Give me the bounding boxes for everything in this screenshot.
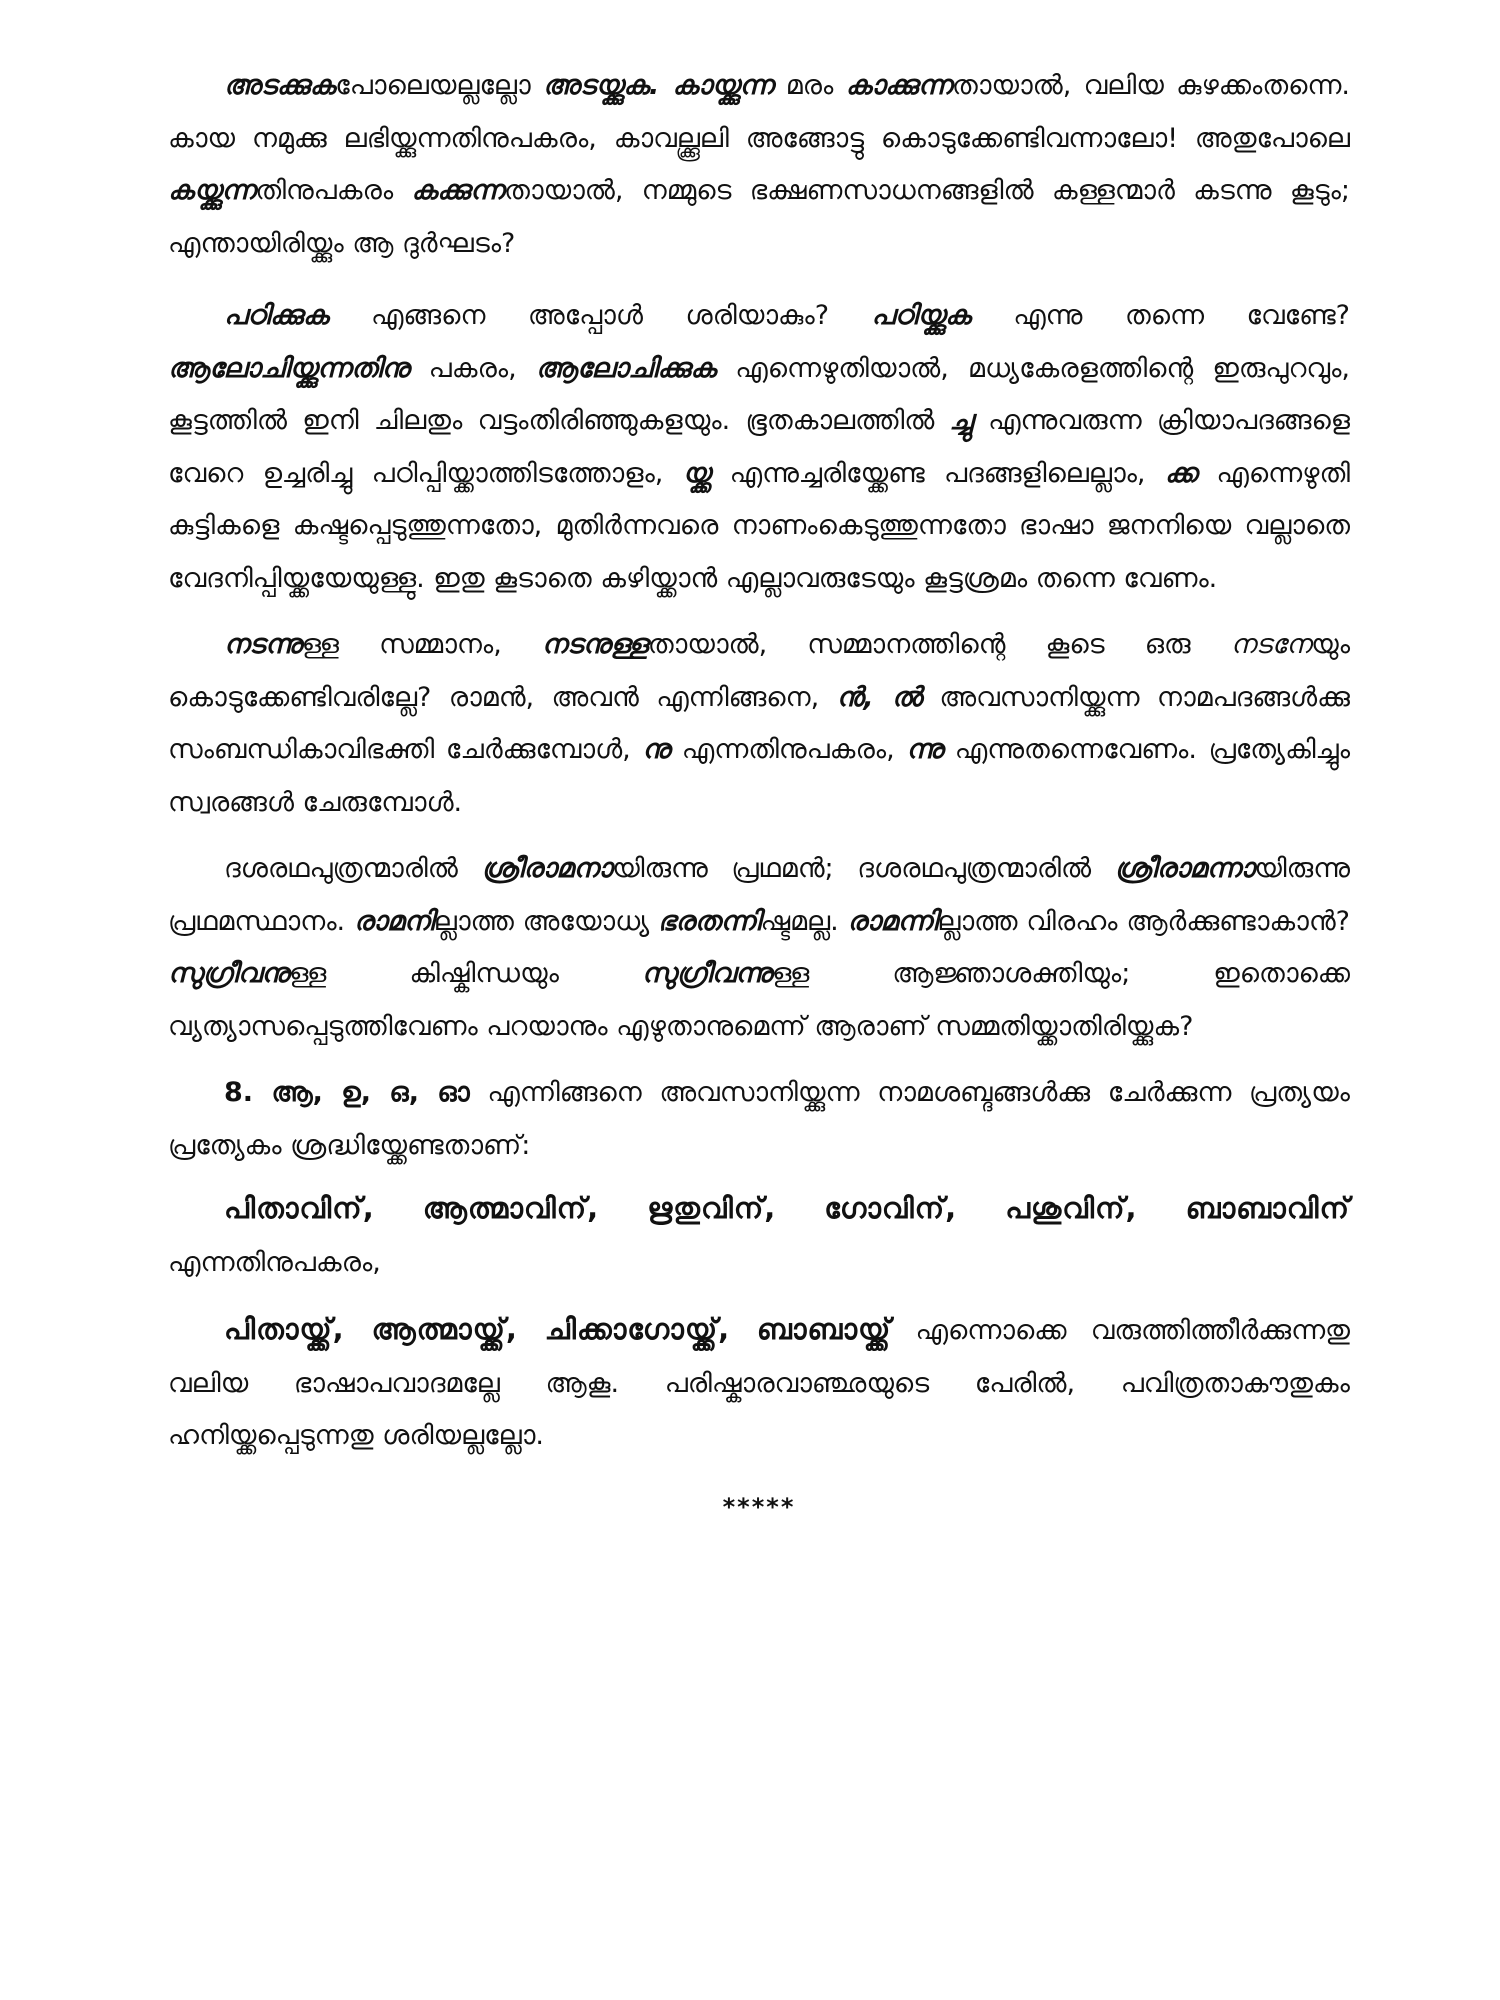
paragraph-text: എന്നുച്ചരിയ്ക്കേണ്ട പദങ്ങളിലെല്ലാം, <box>710 457 1165 489</box>
paragraph-text: ഷ്ടമല്ല. <box>760 905 848 937</box>
emphasized-term: ഭരതന്നി <box>658 905 761 937</box>
emphasized-term: ആലോചിക്കുക <box>535 352 717 384</box>
paragraph-text: എന്നിങ്ങനെ അവസാനിയ്ക്കുന്ന നാമശബ്ദങ്ങൾക്കു ചേർക്കുന്ന പ്രത്യയം പ്രത്യേകം ശ്രദ്ധിയ്ക്കേണ്ടതാണ്: <box>168 1077 1350 1161</box>
emphasized-term: പിതായ്ക്ക്, ആത്മായ്ക്ക്, ചിക്കാഗോയ്ക്ക്, ബാബായ്ക്ക് <box>224 1312 892 1346</box>
paragraph-text: എങ്ങനെ അപ്പോൾ ശരിയാകും? <box>328 300 872 331</box>
paragraph-examples-wrong <box>168 1303 1350 1463</box>
emphasized-term: ക്ക <box>1164 457 1198 489</box>
emphasized-term: ശ്രീരാമന്നാ <box>1114 853 1255 884</box>
emphasized-term: ന്നു <box>906 734 944 765</box>
paragraph-text: ദശരഥപുത്രന്മാരിൽ <box>224 853 482 884</box>
emphasized-term: നടനേ <box>1230 629 1312 660</box>
paragraph-text: ള്ള ആജ്ഞാശക്തിയും; ഇതൊക്കെ വ്യത്യാസപ്പെടുത്തിവേണം പറയാനും എഴുതാനുമെന്ന് ആരാണ് സമ്മതിയ്ക്കാതിരിയ്ക്കുക? <box>168 958 1350 1042</box>
paragraph-kaykkunna <box>168 60 1350 270</box>
emphasized-term: ച്ചു <box>949 405 973 436</box>
paragraph-text: എന്നു തന്നെ വേണ്ടേ? <box>970 300 1350 331</box>
paragraph-text: തായാൽ, വലിയ കുഴക്കംതന്നെ. കായ നമുക്കു ലഭിയ്ക്കുന്നതിനുപകരം, കാവല്ക്കൂലി അങ്ങോട്ടു കൊടുക്കേണ്ടിവന്നാലോ! അതുപോലെ <box>168 70 1350 154</box>
emphasized-term: ആലോചിയ്ക്കുന്നതിനു <box>168 352 410 384</box>
paragraph-examples-correct <box>168 1182 1350 1289</box>
emphasized-term: ൻ, ൽ <box>836 681 922 713</box>
paragraph-text: തായാൽ, നമ്മുടെ ഭക്ഷണസാധനങ്ങളിൽ കള്ളന്മാർ കടന്നു കൂടും; എന്തായിരിയ്ക്കും ആ ദുർഘടം? <box>168 175 1350 259</box>
emphasized-term: രാമന്നി <box>847 905 938 937</box>
paragraph-text: യും കൊടുക്കേണ്ടിവരില്ലേ? രാമൻ, അവൻ എന്നിങ്ങനെ, <box>168 629 1351 713</box>
paragraph-text: എന്നൊക്കെ വരുത്തിത്തീർക്കുന്നതു വലിയ ഭാഷാപവാദമല്ലേ ആകൂ. പരിഷ്കാരവാഞ്ഛയുടെ പേരിൽ, പവിത്രതാകൗതുകം ഹനിയ്ക്കപ്പെടുന്നതു ശരിയല്ലല്ലോ. <box>168 1315 1350 1451</box>
paragraph-text: എന്നുതന്നെവേണം. പ്രത്യേകിച്ചും സ്വരങ്ങൾ ചേരുമ്പോൾ. <box>168 734 1351 818</box>
paragraph-text: ള്ള കിഷ്കിന്ധയും <box>289 958 642 989</box>
emphasized-term: കയ്ക്കുന്ന <box>168 175 256 206</box>
section-end-stars: ***** <box>722 1492 796 1521</box>
paragraph-rule-8 <box>168 1067 1350 1172</box>
paragraph-text: അവസാനിയ്ക്കുന്ന നാമപദങ്ങൾക്കു സംബന്ധികാവിഭക്തി ചേർക്കുമ്പോൾ, <box>168 681 1350 765</box>
emphasized-term: പിതാവിന്, ആത്മാവിന്, ഋതുവിന്, ഗോവിന്, പശുവിന്, ബാബാവിന് <box>224 1191 1350 1225</box>
paragraph-text: എന്നെഴുതിയാൽ, മധ്യകേരളത്തിന്റെ ഇരുപുറവും, കൂട്ടത്തിൽ ഇനി ചിലതും വട്ടംതിരിഞ്ഞുകളയും. ഭൂതകാലത്തിൽ <box>168 352 1350 436</box>
emphasized-term: സുഗ്രീവന്നു <box>641 958 773 989</box>
emphasized-term: നടനുള്ള <box>541 629 648 660</box>
paragraph-text: എന്നതിനുപകരം, <box>168 1246 381 1278</box>
emphasized-term: അടയ്ക്കുക. കായ്ക്കുന്ന <box>542 70 774 101</box>
paragraph-sreeraman <box>168 843 1350 1053</box>
paragraph-text: പകരം, <box>409 352 536 384</box>
paragraph-text: എന്നതിനുപകരം, <box>670 734 907 765</box>
paragraph-text: ല്ലാത്ത വിരഹം ആർക്കുണ്ടാകാൻ? <box>937 905 1350 937</box>
paragraph-padhikkuka <box>168 290 1350 605</box>
emphasized-term: ശ്രീരാമനാ <box>481 853 613 884</box>
paragraph-nadannulla <box>168 619 1350 829</box>
emphasized-term: നടന്നു <box>224 629 302 660</box>
emphasized-term: കക്കുന്ന <box>411 175 505 206</box>
emphasized-term: രാമനി <box>353 905 434 937</box>
emphasized-term: പഠിക്കുക <box>224 300 329 331</box>
paragraph-text: എന്നുവരുന്ന ക്രിയാപദങ്ങളെ വേറെ ഉച്ചരിച്ചു പഠിപ്പിയ്ക്കാത്തിടത്തോളം, <box>168 405 1350 489</box>
emphasized-term: അടക്കുക <box>224 70 336 101</box>
emphasized-term: കാക്കുന്ന <box>845 70 952 101</box>
emphasized-term: പഠിയ്ക്കുക <box>871 300 971 331</box>
paragraph-text: മരം <box>773 70 846 101</box>
emphasized-term: നു <box>642 734 671 765</box>
paragraph-text: പോലെയല്ലല്ലോ <box>335 70 543 101</box>
emphasized-term: 8. ആ, ഉ, ഒ, ഓ <box>224 1077 470 1108</box>
emphasized-term: സുഗ്രീവനു <box>168 958 290 989</box>
paragraph-text: തായാൽ, സമ്മാനത്തിന്റെ കൂടെ ഒരു <box>647 629 1231 660</box>
paragraph-text: എന്നെഴുതി കുട്ടികളെ കഷ്ടപ്പെടുത്തുന്നതോ, മുതിർന്നവരെ നാണംകെടുത്തുന്നതോ ഭാഷാ ജനനിയെ വല്ലാതെ വേദനിപ്പിയ്ക്കയേയുള്ളു. ഇതു കൂടാതെ കഴിയ്ക്കാൻ എല്ലാവരുടേയും കൂട്ടശ്രമം തന്നെ വേണം. <box>168 457 1351 594</box>
paragraph-text: ല്ലാത്ത അയോധ്യ <box>433 905 659 937</box>
paragraph-text: യിരുന്നു പ്രഥമൻ; ദശരഥപുത്രന്മാരിൽ <box>612 853 1115 884</box>
paragraph-text: യിരുന്നു പ്രഥമസ്ഥാനം. <box>168 853 1350 937</box>
paragraph-text: ള്ള സമ്മാനം, <box>301 629 542 660</box>
paragraph-text: തിനുപകരം <box>255 175 412 206</box>
emphasized-term: യ്ക്ക <box>682 457 711 489</box>
document-page <box>168 60 1350 1533</box>
